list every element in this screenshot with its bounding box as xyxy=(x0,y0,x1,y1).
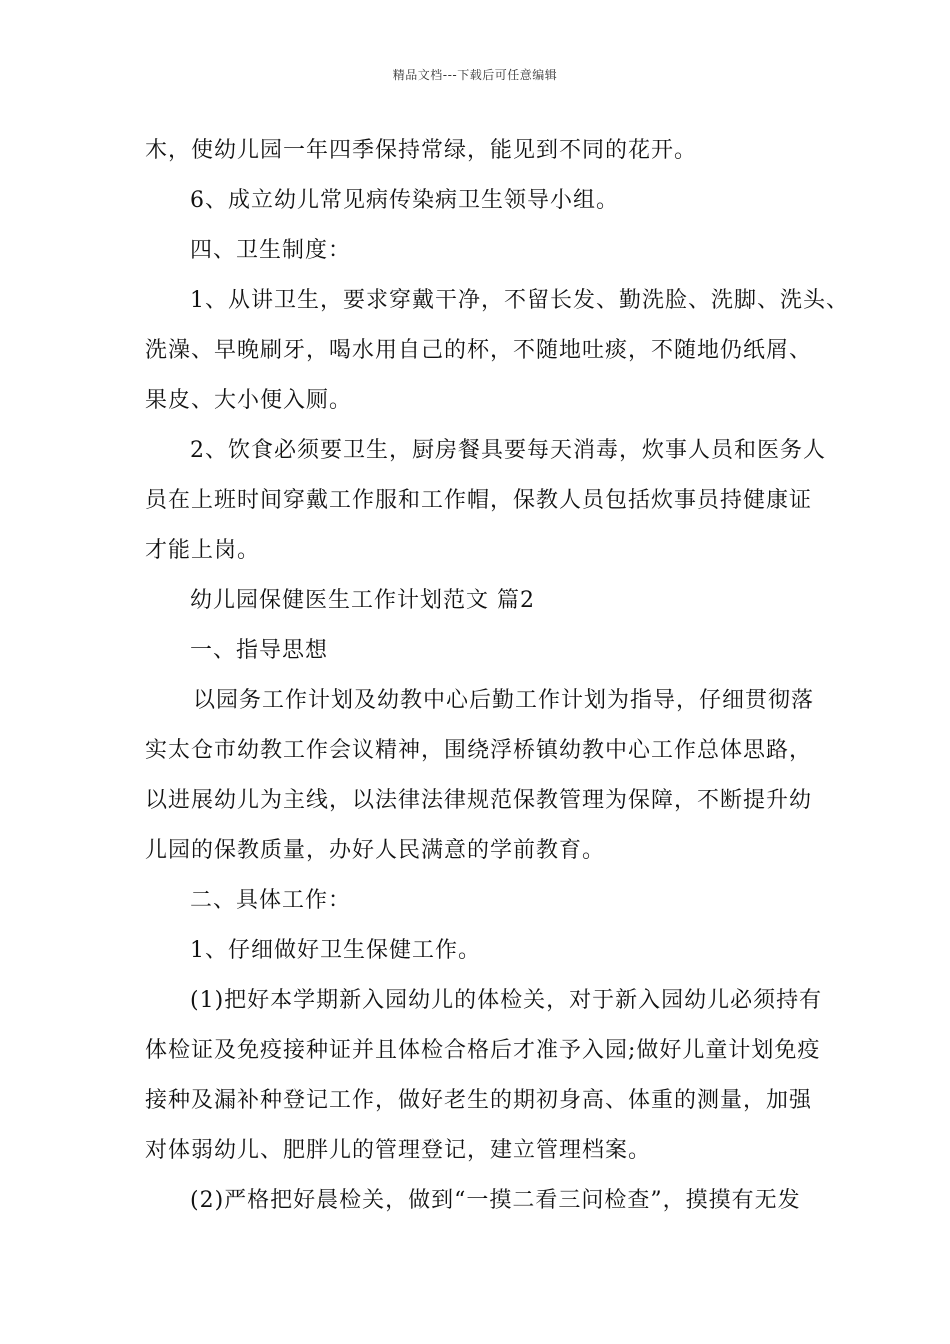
section-heading: 二、具体工作： xyxy=(190,888,352,913)
section-heading: 四、卫生制度： xyxy=(190,238,352,263)
text-line: 洗澡、早晚刷牙，喝水用自己的杯，不随地吐痰，不随地仍纸屑、 xyxy=(145,338,813,363)
text-line: 果皮、大小便入厕。 xyxy=(145,388,353,413)
text-line: 以进展幼儿为主线，以法律法律规范保教管理为保障，不断提升幼 xyxy=(145,788,813,813)
text-line: 员在上班时间穿戴工作服和工作帽，保教人员包括炊事员持健康证 xyxy=(145,488,813,513)
text-line: 1、仔细做好卫生保健工作。 xyxy=(190,938,481,963)
text-line: (1)把好本学期新入园幼儿的体检关，对于新入园幼儿必须持有 xyxy=(190,988,823,1013)
text-line: 2、饮食必须要卫生，厨房餐具要每天消毒，炊事人员和医务人 xyxy=(190,438,826,463)
text-line: 对体弱幼儿、肥胖儿的管理登记，建立管理档案。 xyxy=(145,1138,652,1163)
text-line: 6、成立幼儿常见病传染病卫生领导小组。 xyxy=(190,188,619,213)
text-line: 体检证及免疫接种证并且体检合格后才准予入园;做好儿童计划免疫 xyxy=(145,1038,821,1063)
page-header: 精品文档---下载后可任意编辑 xyxy=(392,68,558,82)
text-line: 儿园的保教质量，办好人民满意的学前教育。 xyxy=(145,838,606,863)
article-title: 幼儿园保健医生工作计划范文 篇2 xyxy=(190,588,535,613)
text-line: 以园务工作计划及幼教中心后勤工作计划为指导，仔细贯彻落 xyxy=(193,688,815,713)
text-line: 实太仓市幼教工作会议精神，围绕浮桥镇幼教中心工作总体思路， xyxy=(145,738,813,763)
text-line: 接种及漏补种登记工作，做好老生的期初身高、体重的测量，加强 xyxy=(145,1088,813,1113)
text-line: 木，使幼儿园一年四季保持常绿，能见到不同的花开。 xyxy=(145,138,698,163)
text-line: 1、从讲卫生，要求穿戴干净，不留长发、勤洗脸、洗脚、洗头、 xyxy=(190,288,849,313)
text-line: 才能上岗。 xyxy=(145,538,261,563)
text-line: (2)严格把好晨检关，做到“一摸二看三问检查”，摸摸有无发 xyxy=(190,1188,801,1213)
section-heading: 一、指导思想 xyxy=(190,638,329,663)
